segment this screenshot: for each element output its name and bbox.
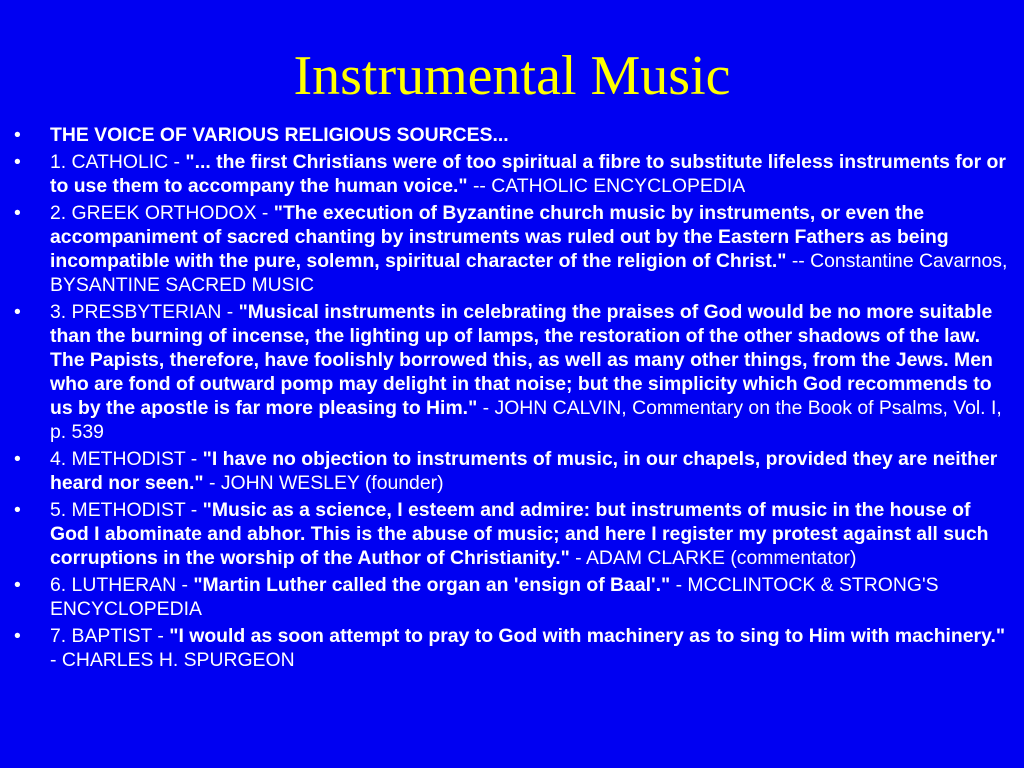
- quote-source: - CHARLES H. SPURGEON: [50, 649, 295, 671]
- quote-source: -- Constantine Cavarnos, BYSANTINE SACRED MUSIC: [50, 250, 1008, 296]
- bullet-icon: •: [14, 625, 21, 647]
- bullet-icon: •: [14, 574, 21, 596]
- bullet-item-0: [0, 123, 1024, 147]
- bullet-item-greek-orthodox: [0, 201, 1024, 297]
- quote-source: - JOHN WESLEY (founder): [203, 472, 444, 494]
- quote-text: "I have no objection to instruments of music, in our chapels, provided they are neither heard nor seen.": [50, 448, 998, 494]
- bullet-item-presbyterian: [0, 300, 1024, 444]
- bullet-item-catholic: [0, 150, 1024, 198]
- bullet-icon: •: [14, 448, 21, 470]
- denomination-label: 5. METHODIST -: [50, 499, 203, 521]
- quote-text: "Music as a science, I esteem and admire: but instruments of music in the house of God I abominate and abhor. This is the abuse of music; and here I register my protest against all such corruptions in the worship of the Author of Christianity.": [50, 499, 989, 569]
- bullet-icon: •: [14, 151, 21, 173]
- slide-title: Instrumental Music: [293, 45, 731, 107]
- bullet-item-methodist-clarke: [0, 498, 1024, 570]
- quote-text: "Martin Luther called the organ an 'ensign of Baal'.": [193, 574, 671, 596]
- bullet-item-baptist: [0, 624, 1024, 672]
- quote-text: "... the first Christians were of too spiritual a fibre to substitute lifeless instruments for or to use them to accompany the human voice.": [50, 151, 1006, 197]
- quote-text: "The execution of Byzantine church music by instruments, or even the accompaniment of sacred chanting by instruments was ruled out by the Eastern Fathers as being incompatible with the pure, solemn, spiritual character of the religion of Christ.": [50, 202, 949, 272]
- quote-source: -- CATHOLIC ENCYCLOPEDIA: [467, 175, 746, 197]
- denomination-label: 6. LUTHERAN -: [50, 574, 194, 596]
- bullet-icon: •: [14, 124, 21, 146]
- bullet-item-lutheran: [0, 573, 1024, 621]
- bullet-icon: •: [14, 301, 21, 323]
- denomination-label: 3. PRESBYTERIAN -: [50, 301, 239, 323]
- bullet-item-methodist-wesley: [0, 447, 1024, 495]
- denomination-label: 1. CATHOLIC -: [50, 151, 186, 173]
- bullet-icon: •: [14, 499, 21, 521]
- quote-source: - JOHN CALVIN, Commentary on the Book of Psalms, Vol. I, p. 539: [50, 397, 1002, 443]
- bullet-heading: THE VOICE OF VARIOUS RELIGIOUS SOURCES...: [50, 124, 509, 146]
- denomination-label: 7. BAPTIST -: [50, 625, 170, 647]
- denomination-label: 4. METHODIST -: [50, 448, 203, 470]
- quote-source: - ADAM CLARKE (commentator): [569, 547, 857, 569]
- denomination-label: 2. GREEK ORTHODOX -: [50, 202, 274, 224]
- bullet-icon: •: [14, 202, 21, 224]
- quote-source: - MCCLINTOCK & STRONG'S ENCYCLOPEDIA: [50, 574, 939, 620]
- bullet-list: [0, 123, 1024, 675]
- quote-text: "Musical instruments in celebrating the praises of God would be no more suitable than the burning of incense, the lighting up of lamps, the restoration of the other shadows of the law. The Papists, therefore, have foolishly borrowed this, as well as many other things, from the Jews. Men who are fond of outward pomp may delight in that noise; but the simplicity which God recommends to us by the apostle is far more pleasing to Him.": [50, 301, 993, 419]
- quote-text: "I would as soon attempt to pray to God with machinery as to sing to Him with machinery.": [169, 625, 1006, 647]
